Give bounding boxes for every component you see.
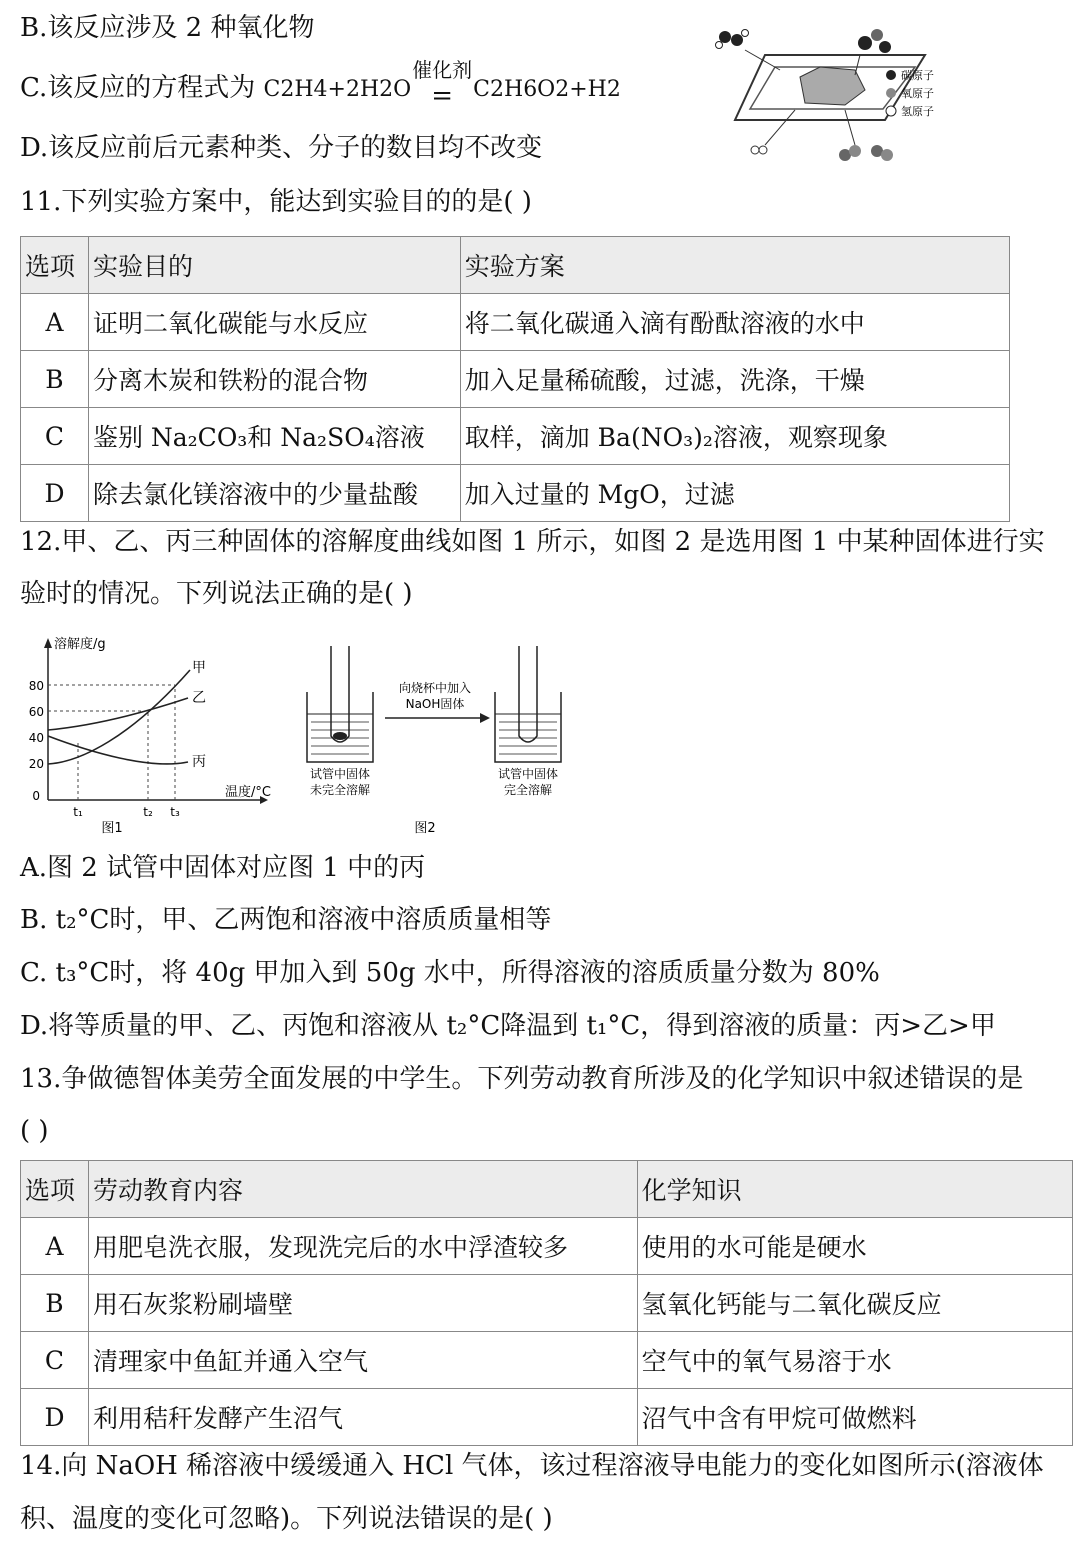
test-tube-right <box>519 646 537 742</box>
table-header-row <box>21 1161 1073 1218</box>
option-cell: D <box>21 465 89 522</box>
q10-option-c <box>20 58 621 111</box>
q14-stem-line1: 14.向 NaOH 稀溶液中缓缓通入 HCl 气体，该过程溶液导电能力的变化如图所示(溶液体 <box>20 1451 1044 1481</box>
legend-carbon-label: 碳原子 <box>901 69 934 82</box>
molecule-water-atom <box>849 145 861 157</box>
series-label-jia: 甲 <box>192 660 206 676</box>
header-cell: 化学知识 <box>637 1161 1072 1218</box>
arrow-out <box>855 55 860 75</box>
knowledge-cell: 氢氧化钙能与二氧化碳反应 <box>637 1275 1072 1332</box>
legend-hydrogen-dot <box>886 106 896 116</box>
q12-stem-line2: 验时的情况。下列说法正确的是( ) <box>20 579 413 609</box>
solubility-chart <box>20 628 300 838</box>
curve-yi <box>48 698 188 730</box>
curve-jia <box>48 670 190 764</box>
molecule-hydrogen-atom <box>716 42 723 49</box>
table-row <box>21 1218 1073 1275</box>
molecule-ethylene-atom <box>731 34 743 46</box>
y-tick-label: 20 <box>28 757 44 771</box>
q12-option-d: D.将等质量的甲、乙、丙饱和溶液从 t₂°C降温到 t₁°C，得到溶液的质量：丙>乙>甲 <box>20 1011 996 1041</box>
molecule-water-atom <box>881 149 893 161</box>
option-cell: C <box>21 1332 89 1389</box>
molecule-product-atom <box>871 29 883 41</box>
arrow-down-right <box>845 110 855 145</box>
test-tube-figure <box>295 636 580 841</box>
q13-stem-line1: 13.争做德智体美劳全面发展的中学生。下列劳动教育所涉及的化学知识中叙述错误的是 <box>20 1064 1024 1094</box>
q10-products: C2H6O2+H2 <box>473 77 621 102</box>
q10-option-c-prefix: C.该反应的方程式为 <box>20 73 264 103</box>
arrow-label-line1: 向烧杯中加入 <box>398 681 472 695</box>
arrow-label-line2: NaOH固体 <box>405 697 465 711</box>
test-tube-left <box>331 646 349 742</box>
q13-table <box>20 1160 1073 1446</box>
q12-option-a: A.图 2 试管中固体对应图 1 中的丙 <box>20 853 426 883</box>
table-row <box>21 1332 1073 1389</box>
molecule-hydrogen-atom <box>759 146 767 154</box>
content-cell: 清理家中鱼缸并通入空气 <box>88 1332 637 1389</box>
option-cell: D <box>21 1389 89 1446</box>
beaker-left <box>307 692 373 762</box>
series-label-bing: 丙 <box>192 754 206 770</box>
arrow-in <box>745 50 780 70</box>
q10-reactants: C2H4+2H2O <box>263 77 412 102</box>
legend-oxygen-dot <box>886 88 896 98</box>
option-cell: B <box>21 351 89 408</box>
content-cell: 利用秸秆发酵产生沼气 <box>88 1389 637 1446</box>
origin-label: 0 <box>32 789 40 803</box>
right-caption-line2: 完全溶解 <box>503 783 553 797</box>
beaker-right <box>495 692 561 762</box>
option-cell: A <box>21 1218 89 1275</box>
purpose-cell: 分离木炭和铁粉的混合物 <box>88 351 460 408</box>
plan-cell: 加入过量的 MgO，过滤 <box>460 465 1009 522</box>
table-header-row <box>21 237 1010 294</box>
q11-table <box>20 236 1010 522</box>
q12-option-c: C. t₃°C时，将 40g 甲加入到 50g 水中，所得溶液的溶质质量分数为 80% <box>20 958 880 988</box>
q12-option-b: B. t₂°C时，甲、乙两饱和溶液中溶质质量相等 <box>20 905 552 935</box>
legend-oxygen-label: 氧原子 <box>901 87 934 100</box>
y-axis-arrow <box>44 638 52 648</box>
table-row <box>21 351 1010 408</box>
knowledge-cell: 使用的水可能是硬水 <box>637 1218 1072 1275</box>
x-axis-label: 温度/°C <box>225 785 271 800</box>
q10-option-b: B.该反应涉及 2 种氧化物 <box>20 13 315 43</box>
molecule-ethylene-atom <box>719 31 731 43</box>
molecule-hydrogen-atom <box>742 30 749 37</box>
purpose-cell: 鉴别 Na₂CO₃和 Na₂SO₄溶液 <box>88 408 460 465</box>
molecule-product-atom <box>858 36 872 50</box>
series-label-yi: 乙 <box>192 690 206 706</box>
table-row <box>21 294 1010 351</box>
left-caption-line1: 试管中固体 <box>309 767 371 781</box>
catalyst-label: 催化剂 <box>412 58 473 82</box>
process-arrowhead <box>480 713 490 723</box>
plan-cell: 将二氧化碳通入滴有酚酞溶液的水中 <box>460 294 1009 351</box>
option-cell: C <box>21 408 89 465</box>
right-caption-line1: 试管中固体 <box>497 767 559 781</box>
content-cell: 用肥皂洗衣服，发现洗完后的水中浮渣较多 <box>88 1218 637 1275</box>
left-caption-line2: 未完全溶解 <box>309 783 371 797</box>
table-row <box>21 408 1010 465</box>
undissolved-solid <box>333 732 347 740</box>
table-row <box>21 1389 1073 1446</box>
header-cell: 选项 <box>21 237 89 294</box>
plan-cell: 取样，滴加 Ba(NO₃)₂溶液，观察现象 <box>460 408 1009 465</box>
arrow-down-left <box>765 110 795 145</box>
header-cell: 实验目的 <box>88 237 460 294</box>
q12-stem-line1: 12.甲、乙、丙三种固体的溶解度曲线如图 1 所示，如图 2 是选用图 1 中某种固体进行实 <box>20 527 1045 557</box>
header-cell: 实验方案 <box>460 237 1009 294</box>
molecule-product-atom <box>879 41 891 53</box>
header-cell: 选项 <box>21 1161 89 1218</box>
molecule-reaction-figure <box>705 15 955 165</box>
q10-option-d: D.该反应前后元素种类、分子的数目均不改变 <box>20 133 543 163</box>
y-tick-label: 60 <box>28 705 44 719</box>
purpose-cell: 证明二氧化碳能与水反应 <box>88 294 460 351</box>
molecule-hydrogen-atom <box>751 146 759 154</box>
catalyst-condition <box>411 58 473 111</box>
x-tick-label: t₁ <box>73 805 83 819</box>
x-tick-label: t₂ <box>143 805 153 819</box>
table-row <box>21 1275 1073 1332</box>
y-tick-label: 40 <box>28 731 44 745</box>
table-row <box>21 465 1010 522</box>
legend-carbon-dot <box>886 70 896 80</box>
y-tick-label: 80 <box>28 679 44 693</box>
header-cell: 劳动教育内容 <box>88 1161 637 1218</box>
plan-cell: 加入足量稀硫酸，过滤，洗涤，干燥 <box>460 351 1009 408</box>
purpose-cell: 除去氯化镁溶液中的少量盐酸 <box>88 465 460 522</box>
x-tick-label: t₃ <box>170 805 180 819</box>
content-cell: 用石灰浆粉刷墙壁 <box>88 1275 637 1332</box>
q14-stem-line2: 积、温度的变化可忽略)。下列说法错误的是( ) <box>20 1504 553 1534</box>
option-cell: B <box>21 1275 89 1332</box>
knowledge-cell: 空气中的氧气易溶于水 <box>637 1332 1072 1389</box>
option-cell: A <box>21 294 89 351</box>
equals-sign: = <box>431 81 454 111</box>
q11-stem: 11.下列实验方案中，能达到实验目的的是( ) <box>20 187 532 217</box>
water-hatching-right <box>499 722 557 754</box>
q13-stem-line2: ( ) <box>20 1116 49 1146</box>
figure2-caption: 图2 <box>414 821 436 836</box>
figure1-caption: 图1 <box>101 821 123 836</box>
legend-hydrogen-label: 氢原子 <box>901 105 934 118</box>
y-axis-label: 溶解度/g <box>54 637 106 652</box>
knowledge-cell: 沼气中含有甲烷可做燃料 <box>637 1389 1072 1446</box>
